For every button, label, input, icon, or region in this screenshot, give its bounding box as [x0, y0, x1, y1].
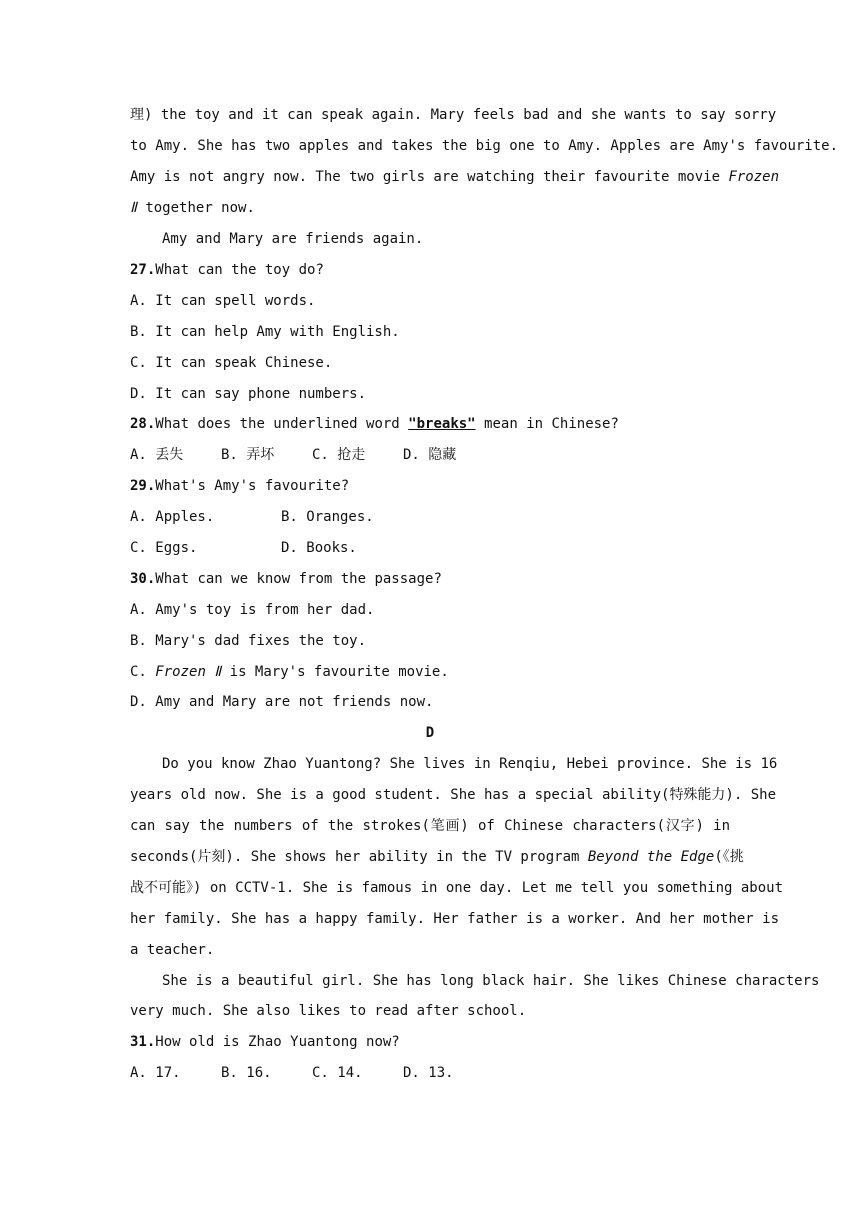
movie-title: Ⅱ: [130, 200, 137, 216]
question-number: 29.: [130, 478, 156, 494]
question-text: What does the underlined word: [155, 416, 400, 432]
option-b: B. 弄坏: [221, 447, 275, 463]
passage-line: [130, 847, 744, 867]
option-a: A. It can spell words.: [130, 293, 316, 309]
question-text: mean in Chinese?: [484, 416, 619, 432]
passage-line: her family. She has a happy family. Her father is a worker. And her mother is: [130, 911, 780, 927]
option-d: D. 隐藏: [403, 447, 457, 463]
options-row: [130, 507, 730, 527]
options-row: [130, 1063, 730, 1083]
passage-line: very much. She also likes to read after school.: [130, 1003, 527, 1019]
passage-line: a teacher.: [130, 942, 215, 958]
passage-line: 战不可能》) on CCTV-1. She is famous in one day. Let me tell you something about: [130, 880, 784, 896]
movie-title: Frozen Ⅱ: [155, 664, 222, 680]
option-d: D. 13.: [403, 1065, 454, 1081]
passage-line: Do you know Zhao Yuantong? She lives in Renqiu, Hebei province. She is 16: [162, 756, 778, 772]
option-c: C. It can speak Chinese.: [130, 355, 333, 371]
passage-line: Amy and Mary are friends again.: [162, 231, 424, 247]
question-number: 27.: [130, 262, 156, 278]
program-title: Beyond the Edge: [587, 849, 715, 865]
passage-line: 理) the toy and it can speak again. Mary feels bad and she wants to say sorry: [130, 107, 777, 123]
option-a: A. Amy's toy is from her dad.: [130, 602, 375, 618]
movie-title: Frozen: [728, 169, 780, 185]
option-d: D. It can say phone numbers.: [130, 386, 367, 402]
question-text: What's Amy's favourite?: [155, 478, 350, 494]
question-31: [130, 1032, 730, 1052]
question-text: What can the toy do?: [155, 262, 324, 278]
question-29: [130, 476, 730, 496]
option-b: B. Mary's dad fixes the toy.: [130, 633, 367, 649]
passage-text: together now.: [145, 200, 255, 216]
underlined-word: "breaks": [408, 416, 476, 432]
option-b: B. 16.: [221, 1065, 272, 1081]
option-a: A. 丢失: [130, 447, 184, 463]
section-title: D: [425, 725, 435, 741]
passage-line: [130, 198, 730, 218]
option-a: A. 17.: [130, 1065, 181, 1081]
passage-line: can say the numbers of the strokes(笔画) of Chinese characters(汉字) in: [130, 818, 730, 834]
question-number: 30.: [130, 571, 156, 587]
passage-text: seconds(片刻). She shows her ability in the TV program: [130, 849, 580, 865]
option-c: C. Eggs.: [130, 540, 198, 556]
question-number: 28.: [130, 416, 156, 432]
option-b: B. It can help Amy with English.: [130, 324, 400, 340]
question-text: What can we know from the passage?: [155, 571, 442, 587]
option-c: C. 抢走: [312, 447, 366, 463]
question-28: [130, 414, 730, 434]
passage-text: Amy is not angry now. The two girls are watching their favourite movie: [130, 169, 721, 185]
option-text: is Mary's favourite movie.: [229, 664, 449, 680]
passage-line: years old now. She is a good student. She has a special ability(特殊能力). She: [130, 787, 777, 803]
options-row: [130, 445, 730, 465]
passage-line: [130, 167, 780, 187]
question-number: 31.: [130, 1034, 156, 1050]
option-d: D. Amy and Mary are not friends now.: [130, 694, 434, 710]
option-letter: C.: [130, 664, 147, 680]
question-text: How old is Zhao Yuantong now?: [155, 1034, 400, 1050]
passage-text: (《挑: [714, 849, 744, 865]
passage-line: She is a beautiful girl. She has long black hair. She likes Chinese characters: [162, 973, 820, 989]
option-d: D. Books.: [281, 540, 357, 556]
passage-line: to Amy. She has two apples and takes the big one to Amy. Apples are Amy's favourite.: [130, 138, 839, 154]
option-a: A. Apples.: [130, 509, 215, 525]
options-row: [130, 538, 730, 558]
question-30: [130, 569, 730, 589]
option-c: [130, 662, 730, 682]
option-b: B. Oranges.: [281, 509, 374, 525]
question-27: [130, 260, 730, 280]
option-c: C. 14.: [312, 1065, 363, 1081]
